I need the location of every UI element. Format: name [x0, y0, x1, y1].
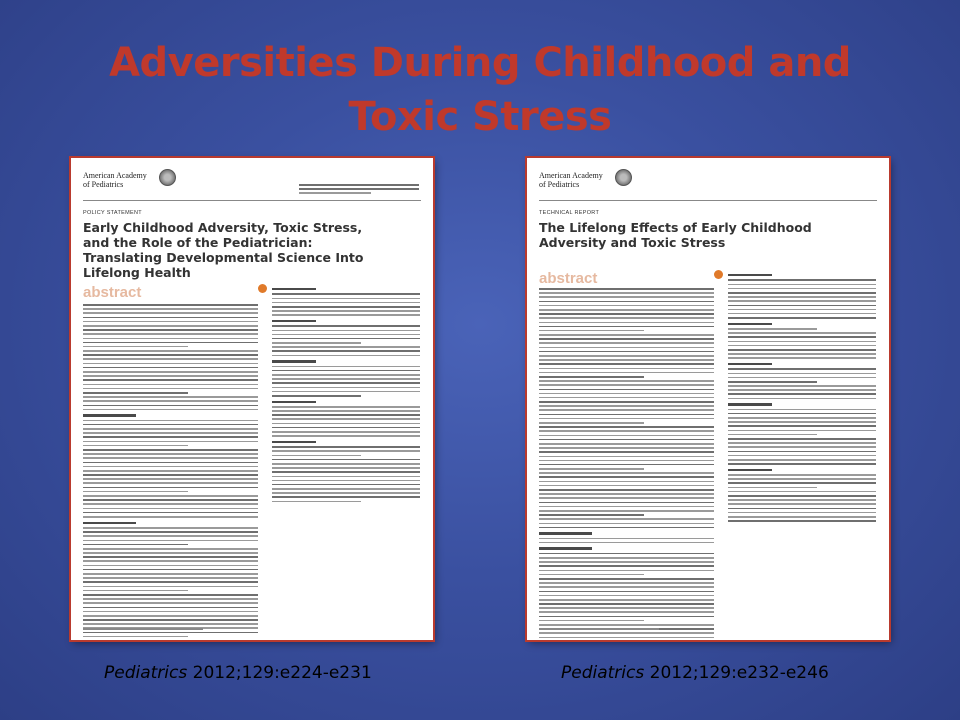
text-line: [539, 624, 714, 626]
text-line: [539, 502, 714, 504]
text-line: [83, 400, 258, 402]
text-line: [728, 368, 876, 370]
text-line: [539, 309, 714, 311]
text-line: [83, 565, 258, 567]
section-label: POLICY STATEMENT: [83, 210, 142, 216]
text-line: [83, 594, 258, 596]
free-badge-icon: [714, 270, 723, 279]
text-line: [83, 586, 258, 588]
text-line: [272, 406, 420, 408]
text-line: [728, 309, 876, 311]
text-line: [272, 435, 420, 437]
text-line: [83, 556, 258, 558]
text-line: [728, 373, 876, 375]
text-line: [539, 342, 714, 344]
slide-title: Adversities During Childhood and Toxic Stress: [109, 40, 851, 140]
text-line: [728, 455, 876, 457]
text-line: [83, 462, 258, 464]
text-line: [728, 317, 876, 319]
text-line: [83, 453, 258, 455]
text-line: [728, 413, 876, 415]
text-line: [83, 333, 258, 335]
text-line: [539, 561, 714, 563]
subheading-line: [272, 401, 316, 403]
text-line: [83, 338, 258, 340]
text-line: [539, 296, 714, 298]
text-line: [539, 603, 714, 605]
subheading-line: [539, 547, 592, 549]
text-line: [539, 570, 714, 572]
text-line: [539, 565, 714, 567]
text-line: [83, 367, 258, 369]
text-line: [539, 523, 714, 525]
text-line: [728, 516, 876, 518]
text-line: [272, 455, 361, 457]
text-line: [272, 338, 420, 340]
text-line: [728, 495, 876, 497]
text-line: [83, 491, 188, 493]
text-line: [83, 375, 258, 377]
text-line: [539, 637, 714, 639]
text-line: [272, 463, 420, 465]
text-line: [539, 599, 714, 601]
text-line: [83, 607, 258, 609]
subheading-line: [272, 288, 316, 290]
text-line: [539, 359, 714, 361]
text-line: [728, 409, 876, 411]
text-line: [83, 457, 258, 459]
text-line: [539, 322, 714, 324]
text-line: [83, 487, 258, 489]
text-line: [272, 480, 420, 482]
text-line: [83, 569, 258, 571]
text-line: [728, 336, 876, 338]
text-line: [539, 393, 714, 395]
text-line: [728, 491, 876, 493]
text-line: [539, 326, 714, 328]
text-line: [539, 426, 714, 428]
subheading-line: [728, 403, 772, 405]
text-line: [83, 354, 258, 356]
text-line: [272, 446, 420, 448]
journal-name: Pediatrics: [104, 663, 188, 683]
text-line: [272, 346, 420, 348]
text-line: [83, 527, 258, 529]
subheading-line: [272, 360, 316, 362]
text-line: [728, 434, 817, 436]
text-line: [539, 497, 714, 499]
text-line: [728, 328, 817, 330]
text-line: [539, 288, 714, 290]
text-line: [272, 314, 420, 316]
paper-title: The Lifelong Effects of Early Childhood Adversity and Toxic Stress: [539, 220, 812, 250]
text-line: [83, 478, 258, 480]
subheading-line: [728, 323, 772, 325]
text-line: [272, 476, 420, 478]
text-line: [539, 493, 714, 495]
aap-seal-icon: [615, 169, 632, 186]
body-text-left: [539, 288, 714, 640]
subheading-line: [539, 532, 592, 534]
text-line: [83, 436, 258, 438]
text-line: [83, 466, 258, 468]
text-line: [83, 581, 258, 583]
text-line: [728, 377, 876, 379]
text-line: [83, 552, 258, 554]
text-line: [83, 441, 258, 443]
text-line: [83, 482, 258, 484]
text-line: [728, 482, 876, 484]
text-line: [539, 553, 714, 555]
text-line: [539, 447, 714, 449]
text-line: [728, 288, 876, 290]
text-line: [272, 471, 420, 473]
text-line: [539, 301, 714, 303]
text-line: [728, 296, 876, 298]
text-line: [83, 449, 258, 451]
text-line: [539, 527, 714, 529]
page-footer: [539, 628, 659, 630]
text-line: [539, 476, 714, 478]
body-text-left: [83, 304, 258, 640]
text-line: [83, 346, 188, 348]
text-line: [539, 397, 714, 399]
text-line: [272, 423, 420, 425]
text-line: [272, 484, 420, 486]
text-line: [539, 292, 714, 294]
text-line: [728, 381, 817, 383]
text-line: [539, 317, 714, 319]
citation-text: 2012;129:e232-e246: [649, 663, 829, 683]
paper-title: Early Childhood Adversity, Toxic Stress, and the Role of the Pediatrician: Translating Developmental Science Into Lifelong Health: [83, 220, 364, 280]
text-line: [728, 508, 876, 510]
text-line: [539, 514, 644, 516]
text-line: [539, 355, 714, 357]
text-line: [728, 451, 876, 453]
text-line: [83, 632, 258, 634]
text-line: [83, 396, 258, 398]
text-line: [539, 330, 644, 332]
text-line: [83, 358, 258, 360]
text-line: [539, 372, 714, 374]
text-line: [83, 325, 258, 327]
text-line: [272, 374, 420, 376]
text-line: [83, 321, 258, 323]
text-line: [272, 496, 420, 498]
text-line: [272, 492, 420, 494]
text-line: [272, 342, 361, 344]
text-line: [83, 308, 258, 310]
text-line: [539, 451, 714, 453]
text-line: [539, 347, 714, 349]
text-line: [83, 573, 258, 575]
publisher-logo: American Academy of Pediatrics: [83, 171, 147, 189]
text-line: [539, 620, 644, 622]
text-line: [539, 351, 714, 353]
body-text-right: [272, 284, 420, 505]
text-line: [539, 363, 714, 365]
text-line: [83, 548, 258, 550]
text-line: [539, 414, 714, 416]
text-line: [83, 602, 258, 604]
text-line: [539, 582, 714, 584]
text-line: [83, 512, 258, 514]
text-line: [83, 379, 258, 381]
text-line: [539, 409, 714, 411]
page-footer: [83, 628, 203, 630]
text-line: [539, 557, 714, 559]
text-line: [83, 371, 258, 373]
text-line: [728, 499, 876, 501]
text-line: [728, 512, 876, 514]
header-rule: [83, 200, 421, 201]
abstract-heading: abstract: [83, 284, 142, 301]
text-line: [83, 424, 258, 426]
text-line: [83, 611, 258, 613]
text-line: [539, 380, 714, 382]
text-line: [728, 463, 876, 465]
text-line: [539, 518, 714, 520]
text-line: [272, 488, 420, 490]
text-line: [539, 468, 644, 470]
text-line: [728, 474, 876, 476]
text-line: [83, 317, 258, 319]
text-line: [539, 368, 714, 370]
text-line: [83, 623, 258, 625]
subheading-line: [272, 320, 316, 322]
subheading-line: [83, 414, 136, 416]
text-line: [83, 432, 258, 434]
text-line: [272, 355, 420, 357]
text-line: [728, 279, 876, 281]
text-line: [539, 456, 714, 458]
text-line: [728, 438, 876, 440]
text-line: [83, 388, 258, 390]
text-line: [728, 341, 876, 343]
publisher-logo: American Academy of Pediatrics: [539, 171, 603, 189]
text-line: [539, 401, 714, 403]
text-line: [728, 332, 876, 334]
citation-caption-right: [561, 663, 829, 683]
section-label: TECHNICAL REPORT: [539, 210, 600, 216]
text-line: [83, 508, 258, 510]
text-line: [272, 410, 420, 412]
subheading-line: [728, 274, 772, 276]
text-line: [539, 334, 714, 336]
text-line: [83, 590, 188, 592]
text-line: [272, 350, 420, 352]
text-line: [272, 414, 420, 416]
text-line: [728, 389, 876, 391]
journal-name: Pediatrics: [561, 663, 645, 683]
text-line: [728, 300, 876, 302]
text-line: [83, 619, 258, 621]
text-line: [728, 357, 876, 359]
text-line: [83, 503, 258, 505]
text-line: [728, 345, 876, 347]
text-line: [539, 435, 714, 437]
text-line: [83, 470, 258, 472]
text-line: [539, 430, 714, 432]
text-line: [272, 431, 420, 433]
text-line: [272, 310, 420, 312]
text-line: [539, 422, 644, 424]
text-line: [272, 366, 420, 368]
text-line: [272, 387, 420, 389]
text-line: [539, 574, 644, 576]
text-line: [728, 478, 876, 480]
text-line: [83, 499, 258, 501]
body-text-right: [728, 270, 876, 524]
text-line: [728, 459, 876, 461]
text-line: [539, 338, 714, 340]
text-line: [83, 329, 258, 331]
text-line: [539, 384, 714, 386]
text-line: [272, 370, 420, 372]
text-line: [728, 305, 876, 307]
subheading-line: [83, 522, 136, 524]
text-line: [272, 306, 420, 308]
subheading-line: [272, 441, 316, 443]
text-line: [83, 516, 258, 518]
text-line: [83, 544, 188, 546]
text-line: [83, 636, 188, 638]
text-line: [539, 578, 714, 580]
text-line: [539, 376, 644, 378]
text-line: [83, 350, 258, 352]
text-line: [539, 439, 714, 441]
text-line: [272, 467, 420, 469]
text-line: [272, 325, 420, 327]
citation-text: 2012;129:e224-e231: [192, 663, 372, 683]
text-line: [83, 598, 258, 600]
text-line: [83, 540, 258, 542]
text-line: [728, 398, 876, 400]
text-line: [728, 417, 876, 419]
text-line: [728, 313, 876, 315]
text-line: [539, 586, 714, 588]
text-line: [272, 418, 420, 420]
text-line: [728, 292, 876, 294]
text-line: [728, 385, 876, 387]
text-line: [83, 577, 258, 579]
text-line: [83, 560, 258, 562]
text-line: [83, 409, 258, 411]
text-line: [83, 392, 188, 394]
text-line: [539, 510, 714, 512]
text-line: [728, 446, 876, 448]
text-line: [272, 330, 420, 332]
text-line: [539, 611, 714, 613]
free-badge-icon: [258, 284, 267, 293]
text-line: [728, 284, 876, 286]
text-line: [272, 298, 420, 300]
text-line: [83, 342, 258, 344]
text-line: [272, 293, 420, 295]
text-line: [728, 421, 876, 423]
text-line: [83, 474, 258, 476]
header-rule: [539, 200, 877, 201]
text-line: [83, 495, 258, 497]
text-line: [83, 363, 258, 365]
text-line: [272, 382, 420, 384]
text-line: [539, 305, 714, 307]
text-line: [83, 535, 258, 537]
text-line: [539, 485, 714, 487]
text-line: [728, 393, 876, 395]
text-line: [539, 389, 714, 391]
text-line: [539, 632, 714, 634]
aap-seal-icon: [159, 169, 176, 186]
text-line: [728, 349, 876, 351]
text-line: [728, 520, 876, 522]
text-line: [728, 487, 817, 489]
paper-thumbnail-technical-report: [527, 158, 889, 640]
text-line: [272, 302, 420, 304]
text-line: [728, 353, 876, 355]
text-line: [272, 427, 420, 429]
text-line: [83, 304, 258, 306]
text-line: [539, 418, 714, 420]
text-line: [728, 442, 876, 444]
text-line: [728, 425, 876, 427]
text-line: [539, 506, 714, 508]
text-line: [539, 481, 714, 483]
text-line: [272, 378, 420, 380]
text-line: [83, 445, 188, 447]
text-line: [83, 428, 258, 430]
text-line: [539, 313, 714, 315]
text-line: [539, 616, 714, 618]
text-line: [539, 607, 714, 609]
text-line: [272, 450, 420, 452]
abstract-heading: abstract: [539, 270, 598, 287]
text-line: [83, 312, 258, 314]
text-line: [539, 464, 714, 466]
text-line: [539, 472, 714, 474]
text-line: [83, 615, 258, 617]
text-line: [272, 334, 420, 336]
text-line: [272, 395, 361, 397]
text-line: [539, 538, 714, 540]
citation-caption-left: [104, 663, 372, 683]
paper-thumbnail-policy-statement: [71, 158, 433, 640]
text-line: [539, 443, 714, 445]
text-line: [272, 501, 361, 503]
text-line: [83, 420, 258, 422]
text-line: [83, 531, 258, 533]
text-line: [539, 405, 714, 407]
header-blurb: [299, 184, 419, 197]
text-line: [539, 591, 714, 593]
text-line: [728, 503, 876, 505]
text-line: [539, 542, 714, 544]
text-line: [539, 489, 714, 491]
subheading-line: [728, 469, 772, 471]
text-line: [539, 595, 714, 597]
text-line: [83, 405, 258, 407]
text-line: [83, 384, 258, 386]
text-line: [272, 459, 420, 461]
text-line: [272, 391, 420, 393]
text-line: [539, 460, 714, 462]
text-line: [728, 430, 876, 432]
subheading-line: [728, 363, 772, 365]
